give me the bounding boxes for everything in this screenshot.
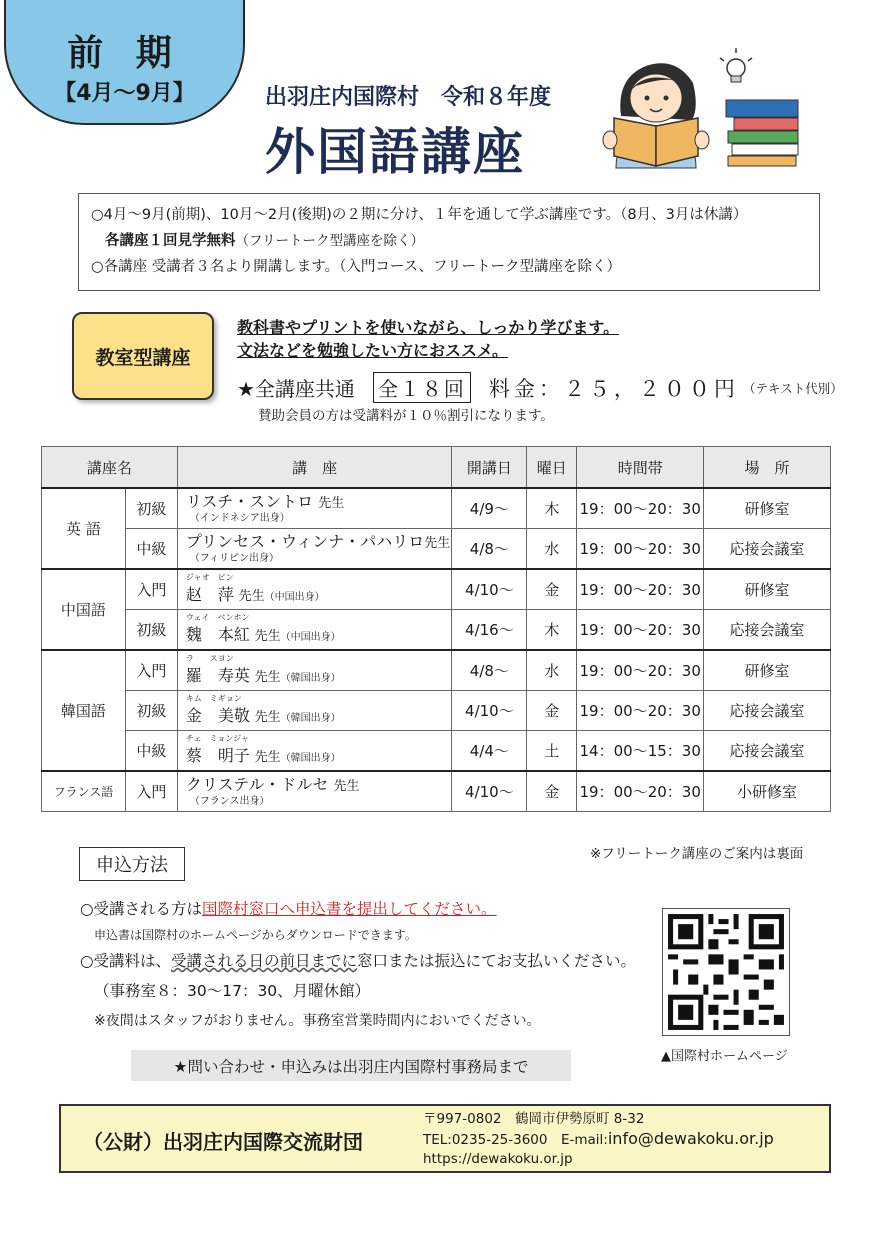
start-cell: 4/10～ — [452, 771, 527, 812]
page-title: 外国語講座 — [265, 123, 525, 181]
lang-cell: 中国語 — [42, 569, 126, 650]
sensei-label: 先生 — [424, 535, 451, 551]
inquiry-banner: ★問い合わせ・申込みは出羽庄内国際村事務局まで — [131, 1050, 571, 1081]
sensei-label: 先生 — [333, 778, 360, 794]
intro-box — [78, 193, 820, 291]
reading-girl-illustration — [596, 38, 806, 170]
teacher-ruby: キム ミギョン — [185, 694, 242, 703]
place-cell: 応接会議室 — [704, 610, 831, 651]
place-cell: 応接会議室 — [704, 731, 831, 772]
sensei-label: 先生 — [254, 629, 281, 644]
teacher-cell — [177, 610, 452, 651]
qr-caption: ▲国際村ホームページ — [661, 1049, 788, 1064]
teacher-origin: （中国出身） — [264, 592, 325, 603]
place-cell: 小研修室 — [704, 771, 831, 812]
apply-line3-suffix: 窓口または振込にてお支払いください。 — [357, 952, 637, 970]
place-cell: 研修室 — [704, 488, 831, 529]
fee-line — [237, 372, 843, 403]
classroom-course-badge: 教室型講座 — [72, 312, 214, 400]
discount-note: 賛助会員の方は受講料が１０％割引になります。 — [258, 408, 554, 424]
teacher-name: 羅 寿英 — [185, 666, 250, 685]
classroom-description — [237, 316, 619, 362]
free-visit-text: 各講座１回見学無料 — [105, 233, 236, 249]
start-cell: 4/4～ — [452, 731, 527, 772]
book-stack — [726, 100, 798, 166]
intro-line2 — [91, 228, 807, 254]
place-cell: 研修室 — [704, 650, 831, 691]
level-cell: 入門 — [125, 650, 177, 691]
sensei-label: 先生 — [238, 589, 265, 604]
apply-heading: 申込方法 — [79, 847, 185, 881]
teacher-ruby: ウェイ ベンホン — [185, 613, 250, 622]
start-cell: 4/16～ — [452, 610, 527, 651]
teacher-cell — [177, 569, 452, 610]
teacher-name: クリステル・ドルセ — [185, 774, 329, 794]
fee-amount: 料金：２５，２００円 — [488, 376, 739, 401]
teacher-origin: （韓国出身） — [280, 753, 341, 764]
day-cell: 金 — [527, 569, 577, 610]
level-cell: 入門 — [125, 771, 177, 812]
email-link[interactable]: info@dewakoku.or.jp — [607, 1129, 774, 1148]
day-cell: 土 — [527, 731, 577, 772]
header-course: 講 座 — [177, 447, 452, 489]
freetalk-note: ※フリートーク講座のご案内は裏面 — [590, 846, 804, 862]
teacher-name: 蔡 明子 — [185, 746, 250, 765]
start-cell: 4/9～ — [452, 488, 527, 529]
start-cell: 4/10～ — [452, 691, 527, 731]
sensei-label: 先生 — [254, 710, 281, 725]
header-start: 開講日 — [452, 447, 527, 489]
teacher-ruby: ラ スヨン — [185, 654, 234, 663]
teacher-name: 魏 本紅 — [185, 625, 250, 644]
teacher-origin: （韓国出身） — [280, 713, 341, 724]
day-cell: 水 — [527, 529, 577, 570]
qr-code[interactable] — [662, 908, 790, 1036]
term-months: 【4月～9月】 — [54, 81, 195, 106]
teacher-ruby: ジャオ ピン — [185, 573, 234, 582]
header-place: 場 所 — [704, 447, 831, 489]
footer — [59, 1104, 831, 1173]
qr-code-icon — [663, 909, 789, 1035]
table-row — [42, 691, 831, 731]
day-cell: 金 — [527, 771, 577, 812]
header-time: 時間帯 — [577, 447, 704, 489]
teacher-cell — [177, 771, 452, 812]
contact-info — [423, 1110, 774, 1169]
level-cell: 中級 — [125, 731, 177, 772]
foundation-name: （公財）出羽庄内国際交流財団 — [83, 1130, 363, 1154]
intro-line1: ○4月～9月(前期)、10月～2月(後期)の２期に分け、１年を通して学ぶ講座です。（8月、3月は休講） — [91, 207, 748, 223]
sensei-label: 先生 — [318, 495, 345, 511]
level-cell: 初級 — [125, 610, 177, 651]
table-row — [42, 731, 831, 772]
desc-line1: 教科書やプリントを使いながら、しっかり学びます。 — [237, 318, 620, 337]
level-cell: 初級 — [125, 691, 177, 731]
term-title: 前 期 — [67, 33, 182, 74]
level-cell: 入門 — [125, 569, 177, 610]
website-link[interactable]: https://dewakoku.or.jp — [423, 1151, 573, 1167]
apply-line1 — [80, 898, 636, 920]
teacher-cell — [177, 650, 452, 691]
table-row — [42, 650, 831, 691]
course-table — [41, 446, 831, 812]
teacher-origin: （韓国出身） — [280, 673, 341, 684]
day-cell: 水 — [527, 650, 577, 691]
fee-sessions: 全１８回 — [373, 372, 471, 403]
sensei-label: 先生 — [254, 670, 281, 685]
time-cell: 19：00～20：30 — [577, 771, 704, 812]
start-cell: 4/10～ — [452, 569, 527, 610]
place-cell: 応接会議室 — [704, 691, 831, 731]
table-row — [42, 569, 831, 610]
fee-note: （テキスト代別） — [742, 380, 843, 396]
apply-line1-prefix: ○受講される方は — [80, 900, 203, 918]
lightbulb-icon — [720, 48, 752, 82]
teacher-cell — [177, 731, 452, 772]
teacher-name: 金 美敬 — [185, 706, 250, 725]
header-day: 曜日 — [527, 447, 577, 489]
table-row — [42, 610, 831, 651]
teacher-cell — [177, 529, 452, 570]
header-course-name: 講座名 — [42, 447, 178, 489]
time-cell: 19：00～20：30 — [577, 691, 704, 731]
teacher-ruby: チェ ミョンジャ — [185, 734, 250, 743]
intro-line3: ○各講座 受講者３名より開講します。（入門コース、フリートーク型講座を除く） — [91, 259, 621, 275]
apply-line4: （事務室８：30～17：30、月曜休館） — [94, 982, 371, 1000]
address: 〒997-0802 鶴岡市伊勢原町 8-32 — [423, 1111, 645, 1127]
lang-cell: 韓国語 — [42, 650, 126, 771]
fee-prefix: ★全講座共通 — [237, 377, 355, 401]
tel: TEL:0235-25-3600 E-mail: — [423, 1132, 608, 1148]
apply-line1-red: 国際村窓口へ申込書を提出してください。 — [202, 900, 497, 918]
time-cell: 19：00～20：30 — [577, 569, 704, 610]
sensei-label: 先生 — [254, 750, 281, 765]
apply-instructions — [80, 898, 636, 1032]
apply-line5: ※夜間はスタッフがおりません。事務室営業時間内においでください。 — [94, 1013, 541, 1029]
level-cell: 中級 — [125, 529, 177, 570]
teacher-name: 赵 萍 — [185, 585, 234, 604]
apply-line3 — [80, 950, 636, 972]
day-cell: 金 — [527, 691, 577, 731]
start-cell: 4/8～ — [452, 650, 527, 691]
teacher-cell — [177, 488, 452, 529]
table-header-row — [42, 447, 831, 489]
org-line: 出羽庄内国際村 令和８年度 — [265, 85, 552, 110]
time-cell: 19：00～20：30 — [577, 529, 704, 570]
teacher-origin: （中国出身） — [280, 632, 341, 643]
teacher-origin: （インドネシア出身） — [189, 512, 290, 524]
table-row — [42, 488, 831, 529]
time-cell: 19：00～20：30 — [577, 488, 704, 529]
lang-cell: 英 語 — [42, 488, 126, 569]
time-cell: 19：00～20：30 — [577, 650, 704, 691]
teacher-origin: （フィリピン出身） — [189, 552, 280, 564]
place-cell: 研修室 — [704, 569, 831, 610]
teacher-cell — [177, 691, 452, 731]
lang-cell: フランス語 — [42, 771, 126, 812]
place-cell: 応接会議室 — [704, 529, 831, 570]
apply-line3-wavy: 受講される日の前日までに — [171, 952, 358, 970]
day-cell: 木 — [527, 610, 577, 651]
table-row — [42, 529, 831, 570]
term-badge — [4, 0, 245, 125]
teacher-name: リスチ・スントロ — [185, 491, 314, 511]
time-cell: 19：00～20：30 — [577, 610, 704, 651]
level-cell: 初級 — [125, 488, 177, 529]
teacher-name: プリンセス・ウィンナ・パハリロ — [185, 531, 425, 551]
time-cell: 14：00～15：30 — [577, 731, 704, 772]
tel-email-line — [423, 1129, 774, 1150]
table-row — [42, 771, 831, 812]
day-cell: 木 — [527, 488, 577, 529]
teacher-origin: （フランス出身） — [189, 795, 270, 807]
desc-line2: 文法などを勉強したい方におススメ。 — [237, 341, 509, 360]
apply-line3-prefix: ○受講料は、 — [80, 952, 172, 970]
apply-line2: 申込書は国際村のホームページからダウンロードできます。 — [94, 928, 417, 942]
free-visit-note: （フリートーク型講座を除く） — [235, 233, 424, 249]
start-cell: 4/8～ — [452, 529, 527, 570]
